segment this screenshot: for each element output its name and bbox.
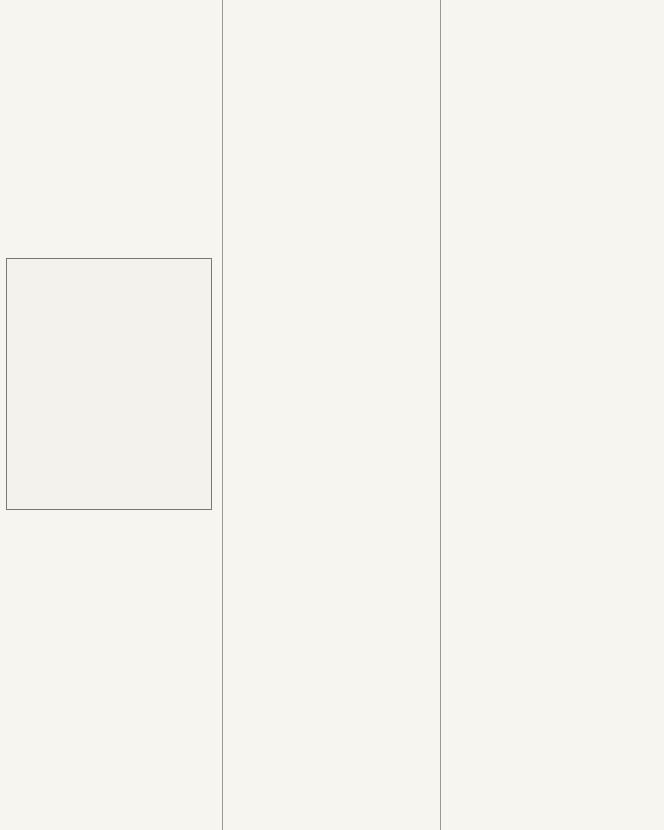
article-byline — [450, 150, 658, 170]
middle-bottom-text — [232, 536, 430, 824]
right-body-text — [450, 276, 658, 576]
right-bottom-text — [450, 582, 658, 824]
left-bottom-text — [6, 512, 212, 824]
column-divider — [222, 0, 223, 830]
column-left — [0, 0, 218, 830]
middle-mid-text — [232, 242, 430, 532]
column-middle — [226, 0, 436, 830]
left-boxed-text — [6, 258, 212, 510]
middle-top-text — [232, 6, 430, 238]
article-headline — [444, 40, 664, 110]
column-divider — [440, 0, 441, 830]
left-top-text — [6, 6, 212, 254]
column-right — [444, 0, 664, 830]
right-intro-text — [450, 180, 658, 270]
